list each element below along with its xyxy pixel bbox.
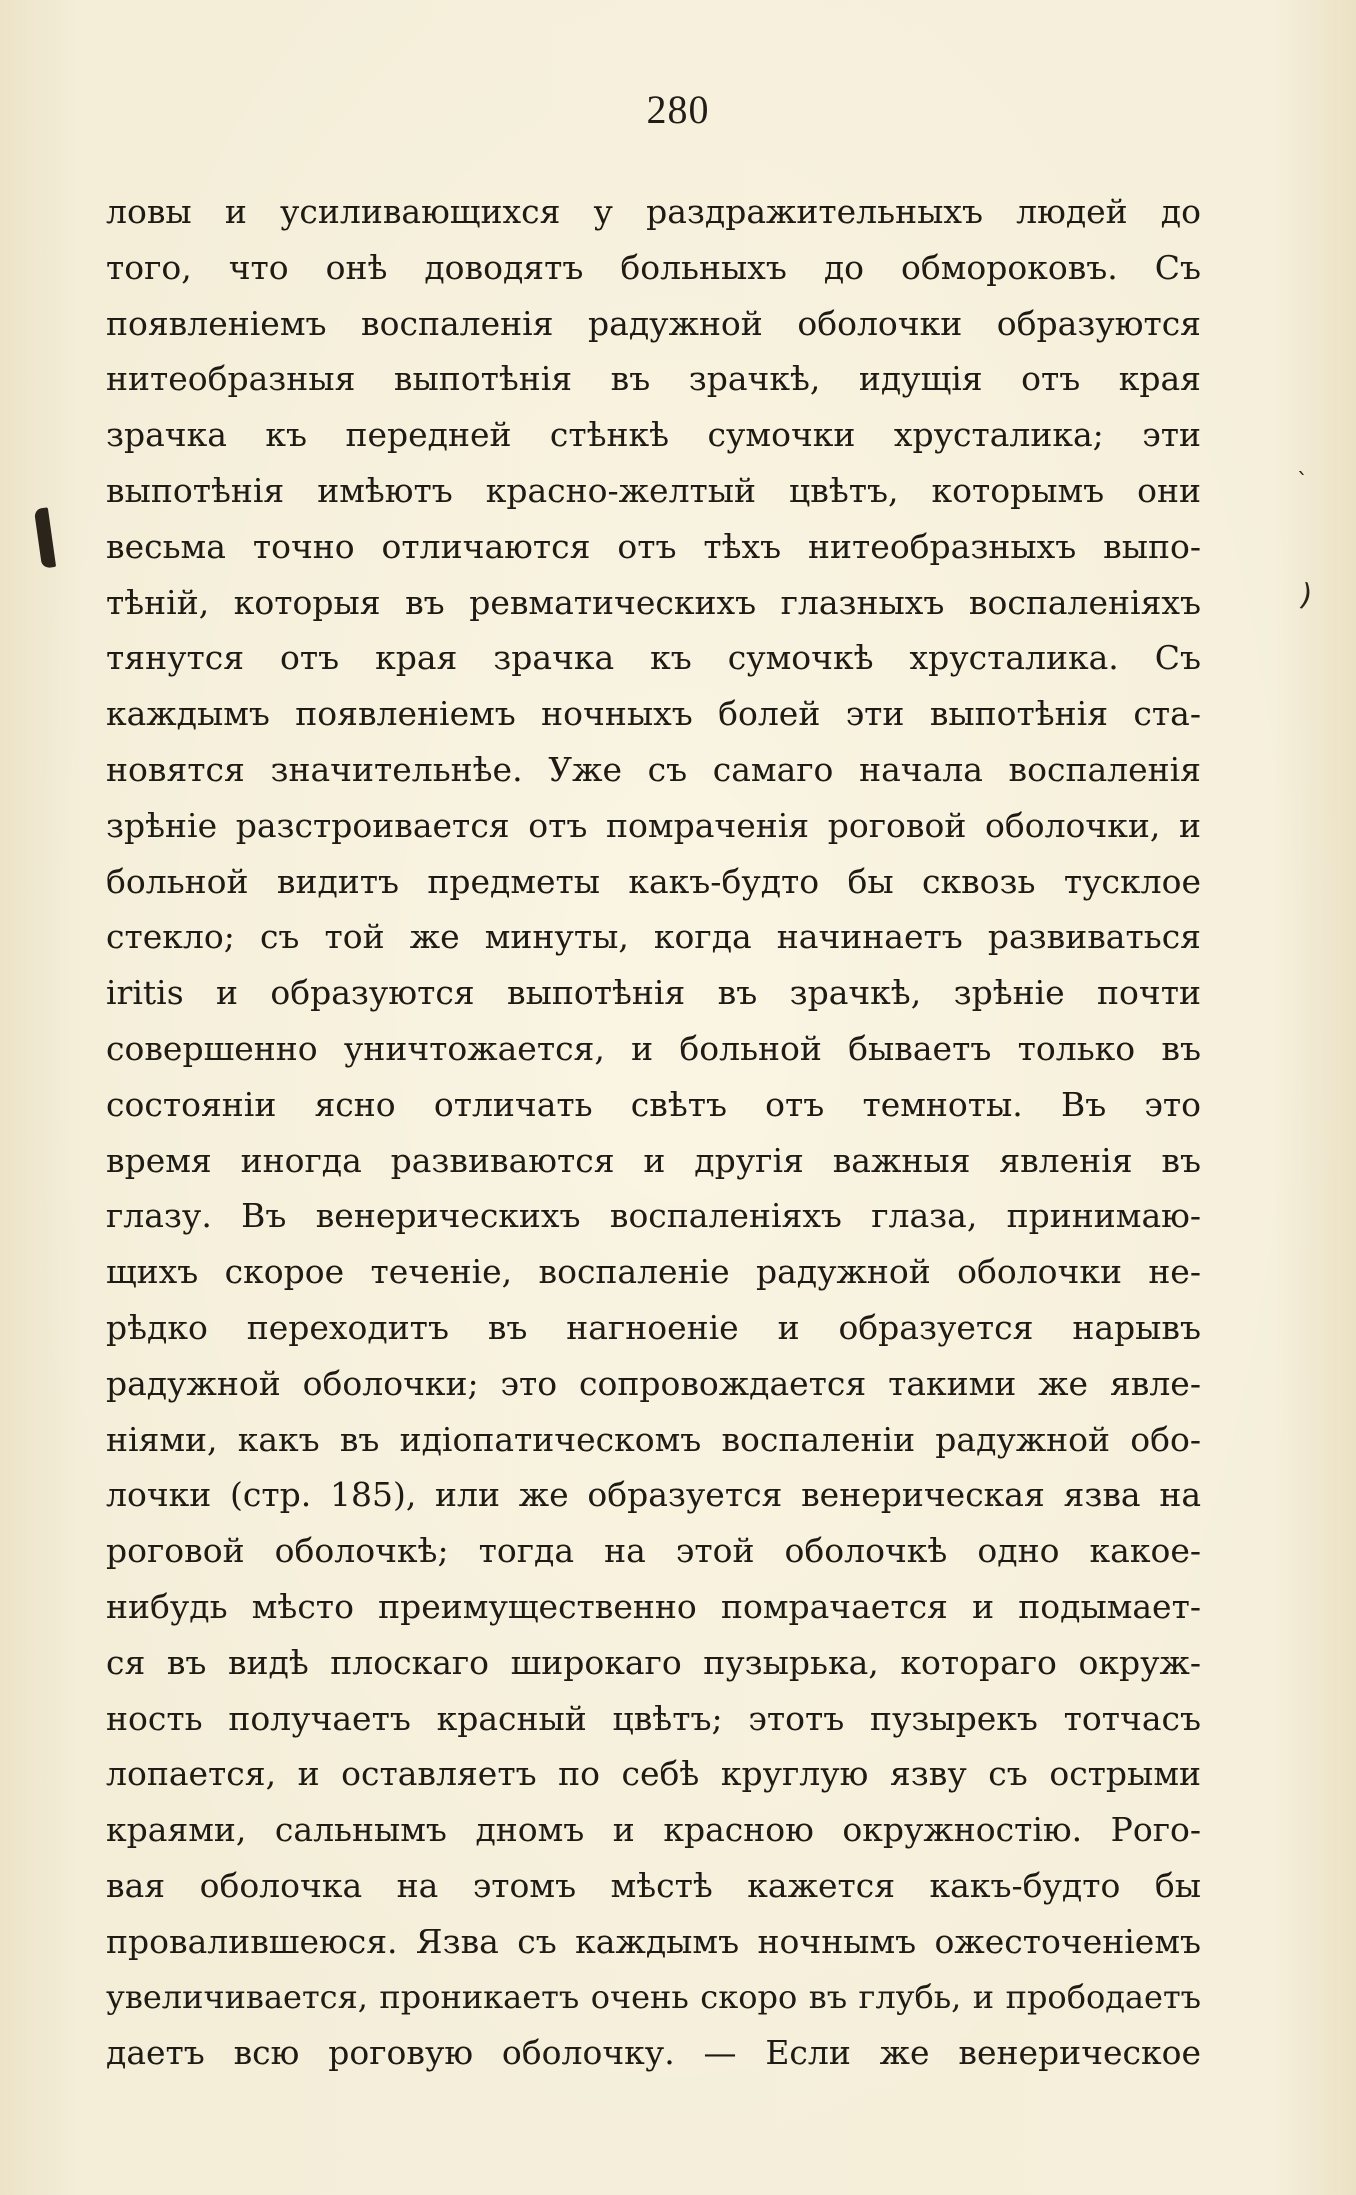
text-line: тѣнiй, которыя въ ревматическихъ глазныхъ воспаленiяхъ bbox=[106, 582, 1201, 622]
text-line: стекло; съ той же минуты, когда начинаетъ развиваться bbox=[106, 917, 1201, 957]
text-line: время иногда развиваются и другiя важныя явленiя въ bbox=[106, 1140, 1201, 1180]
text-line: нитеобразныя выпотѣнiя въ зрачкѣ, идущiя отъ края bbox=[106, 359, 1201, 399]
text-line: даетъ всю роговую оболочку. — Если же венерическое bbox=[106, 2033, 1201, 2073]
text-line: ся въ видѣ плоскаго широкаго пузырька, котораго окруж- bbox=[106, 1642, 1201, 1682]
text-line: ность получаетъ красный цвѣтъ; этотъ пузырекъ тотчасъ bbox=[106, 1698, 1201, 1738]
text-line: радужной оболочки; это сопровождается такими же явле- bbox=[106, 1363, 1201, 1403]
text-line: щихъ скорое теченiе, воспаленiе радужной оболочки не- bbox=[106, 1252, 1201, 1292]
text-line: выпотѣнiя имѣютъ красно-желтый цвѣтъ, которымъ они bbox=[106, 470, 1201, 510]
text-line: роговой оболочкѣ; тогда на этой оболочкѣ одно какое- bbox=[106, 1531, 1201, 1571]
text-line: состоянiи ясно отличать свѣтъ отъ темноты. Въ это bbox=[106, 1084, 1201, 1124]
text-line: нибудь мѣсто преимущественно помрачается и подымает- bbox=[106, 1586, 1201, 1626]
text-line: вая оболочка на этомъ мѣстѣ кажется какъ-будто бы bbox=[106, 1865, 1201, 1905]
page-number: 280 bbox=[646, 87, 710, 132]
text-line: больной видитъ предметы какъ-будто бы сквозь тусклое bbox=[106, 861, 1201, 901]
text-line: увеличивается, проникаетъ очень скоро въ глубь, и прободаетъ bbox=[106, 1977, 1201, 2016]
text-line: нiями, какъ въ идiопатическомъ воспаленiи радужной обо- bbox=[106, 1419, 1201, 1459]
text-line: появленiемъ воспаленiя радужной оболочки образуются bbox=[106, 303, 1201, 343]
text-line: зрачка къ передней стѣнкѣ сумочки хрусталика; эти bbox=[106, 415, 1201, 455]
text-line: того, что онѣ доводятъ больныхъ до обмороковъ. Съ bbox=[106, 247, 1201, 287]
text-line: краями, сальнымъ дномъ и красною окружностiю. Рого- bbox=[106, 1810, 1201, 1850]
margin-tick-mark: ` bbox=[1297, 470, 1308, 495]
text-line: лочки (стр. 185), или же образуется венерическая язва на bbox=[106, 1475, 1201, 1515]
text-line: новятся значительнѣе. Уже съ самаго начала воспаленiя bbox=[106, 749, 1201, 789]
body-text bbox=[106, 184, 1201, 2081]
text-line: весьма точно отличаются отъ тѣхъ нитеобразныхъ выпо- bbox=[106, 526, 1201, 566]
text-line: ловы и усиливающихся у раздражительныхъ людей до bbox=[106, 192, 1201, 231]
text-line: лопается, и оставляетъ по себѣ круглую язву съ острыми bbox=[106, 1754, 1201, 1794]
text-line: совершенно уничтожается, и больной бываетъ только въ bbox=[106, 1028, 1201, 1068]
text-line: каждымъ появленiемъ ночныхъ болей эти выпотѣнiя ста- bbox=[106, 694, 1201, 734]
text-line: зрѣнiе разстроивается отъ помраченiя роговой оболочки, и bbox=[106, 805, 1201, 845]
text-line: iritis и образуются выпотѣнiя въ зрачкѣ, зрѣнiе почти bbox=[106, 973, 1201, 1013]
margin-ink-mark bbox=[34, 507, 56, 568]
margin-bracket-mark: ) bbox=[1296, 577, 1316, 614]
text-line: провалившеюся. Язва съ каждымъ ночнымъ ожесточенiемъ bbox=[106, 1921, 1201, 1961]
text-line: глазу. Въ венерическихъ воспаленiяхъ глаза, принимаю- bbox=[106, 1196, 1201, 1236]
text-line: тянутся отъ края зрачка къ сумочкѣ хрусталика. Съ bbox=[106, 638, 1201, 678]
text-line: рѣдко переходитъ въ нагноенiе и образуется нарывъ bbox=[106, 1307, 1201, 1347]
